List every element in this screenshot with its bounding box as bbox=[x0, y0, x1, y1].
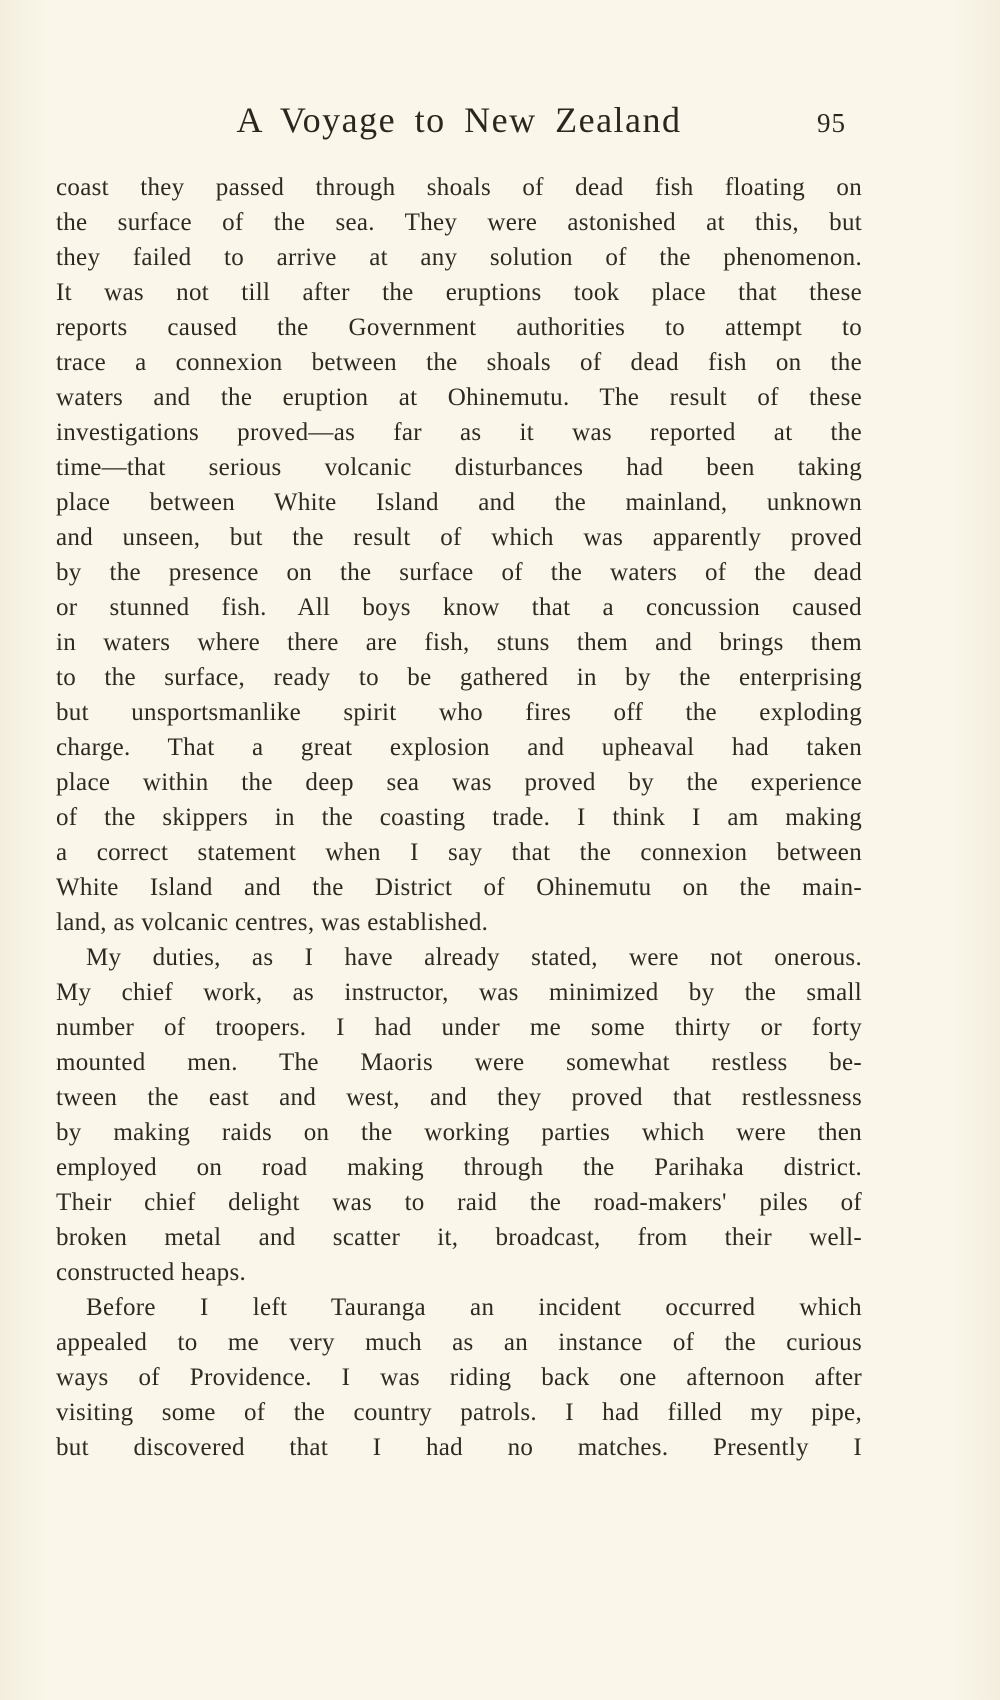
text-line: charge. That a great explosion and upheaval had taken bbox=[56, 734, 862, 761]
text-line: a correct statement when I say that the connexion between bbox=[56, 839, 862, 866]
text-line: My duties, as I have already stated, were not onerous. bbox=[86, 944, 862, 971]
paragraph bbox=[56, 940, 862, 1290]
text-line: employed on road making through the Parihaka district. bbox=[56, 1154, 862, 1181]
text-line: place within the deep sea was proved by the experience bbox=[56, 769, 862, 796]
text-line: coast they passed through shoals of dead fish floating on bbox=[56, 174, 862, 201]
text-line: or stunned fish. All boys know that a concussion caused bbox=[56, 594, 862, 621]
text-line: time—that serious volcanic disturbances had been taking bbox=[56, 454, 862, 481]
text-line: White Island and the District of Ohinemutu on the main- bbox=[56, 874, 862, 901]
text-line: broken metal and scatter it, broadcast, from their well- bbox=[56, 1224, 862, 1251]
text-line: by making raids on the working parties which were then bbox=[56, 1119, 862, 1146]
text-line: place between White Island and the mainland, unknown bbox=[56, 489, 862, 516]
running-title: A Voyage to New Zealand bbox=[236, 100, 682, 140]
text-line: number of troopers. I had under me some thirty or forty bbox=[56, 1014, 862, 1041]
text-line: and unseen, but the result of which was apparently proved bbox=[56, 524, 862, 551]
text-line: the surface of the sea. They were astonished at this, but bbox=[56, 209, 862, 236]
page-number: 95 bbox=[817, 108, 846, 138]
text-line: but unsportsmanlike spirit who fires off the exploding bbox=[56, 699, 862, 726]
text-line: in waters where there are fish, stuns them and brings them bbox=[56, 629, 862, 656]
text-line: trace a connexion between the shoals of dead fish on the bbox=[56, 349, 862, 376]
text-line: but discovered that I had no matches. Presently I bbox=[56, 1434, 862, 1461]
text-line: they failed to arrive at any solution of the phenomenon. bbox=[56, 244, 862, 271]
text-line: constructed heaps. bbox=[56, 1259, 247, 1286]
text-line: investigations proved—as far as it was reported at the bbox=[56, 419, 862, 446]
text-line: appealed to me very much as an instance of the curious bbox=[56, 1329, 862, 1356]
page-header bbox=[56, 98, 862, 146]
text-line: land, as volcanic centres, was established. bbox=[56, 909, 489, 936]
paragraph bbox=[56, 170, 862, 940]
text-line: waters and the eruption at Ohinemutu. The result of these bbox=[56, 384, 862, 411]
text-line: Their chief delight was to raid the road-makers' piles of bbox=[56, 1189, 862, 1216]
text-line: visiting some of the country patrols. I had filled my pipe, bbox=[56, 1399, 862, 1426]
text-line: ways of Providence. I was riding back one afternoon after bbox=[56, 1364, 862, 1391]
text-line: It was not till after the eruptions took place that these bbox=[56, 279, 862, 306]
text-line: My chief work, as instructor, was minimized by the small bbox=[56, 979, 862, 1006]
page-body bbox=[56, 170, 862, 1465]
text-line: to the surface, ready to be gathered in by the enterprising bbox=[56, 664, 862, 691]
text-line: reports caused the Government authorities to attempt to bbox=[56, 314, 862, 341]
text-line: mounted men. The Maoris were somewhat restless be- bbox=[56, 1049, 862, 1076]
text-line: tween the east and west, and they proved that restlessness bbox=[56, 1084, 862, 1111]
text-line: of the skippers in the coasting trade. I think I am making bbox=[56, 804, 862, 831]
paragraph bbox=[56, 1290, 862, 1465]
text-line: Before I left Tauranga an incident occurred which bbox=[86, 1294, 862, 1321]
text-line: by the presence on the surface of the waters of the dead bbox=[56, 559, 862, 586]
